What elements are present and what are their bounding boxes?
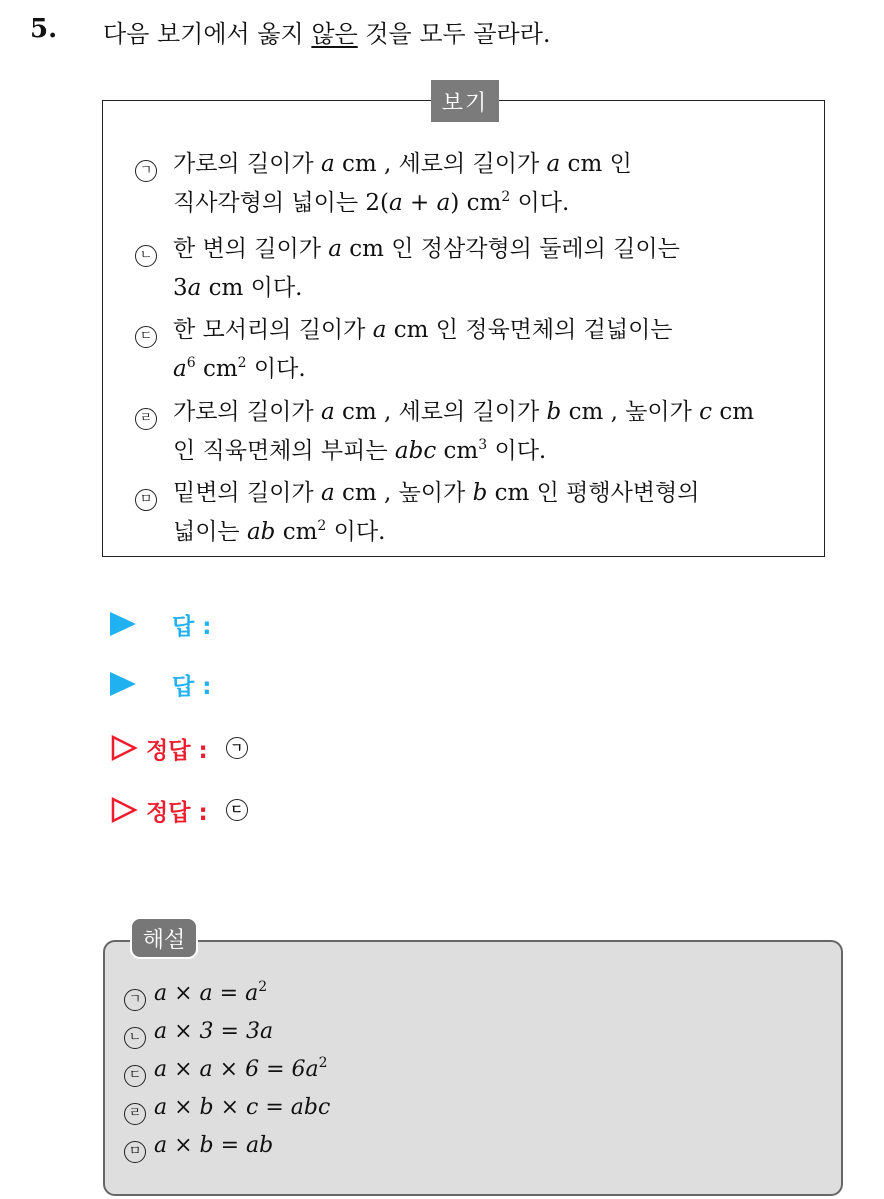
bogi-label: 보기 [431, 80, 499, 122]
circled-mark: ㄱ [124, 989, 146, 1011]
solution-label: 해설 [130, 917, 198, 959]
bogi-item-3 [135, 311, 673, 389]
text: cm 인 [560, 151, 632, 177]
exponent: 2 [318, 1055, 328, 1071]
text: cm 이다. [201, 275, 303, 301]
outline-arrow-icon [110, 734, 138, 762]
text: cm 인 평행사변형의 [487, 480, 700, 506]
var: a [372, 317, 387, 343]
text: 이다. [487, 438, 547, 464]
circled-mark: ㄷ [135, 326, 157, 348]
exponent: 2 [237, 355, 247, 371]
circled-mark: ㅁ [135, 489, 157, 511]
question-text-before: 다음 보기에서 옳지 [103, 20, 312, 48]
answer-blank-2 [110, 664, 211, 704]
solution-line-4 [124, 1089, 330, 1127]
var: ab [246, 519, 276, 545]
equation: a × 3 = 3a [154, 1019, 274, 1044]
text: ) cm [450, 190, 502, 216]
question-text-underlined: 않은 [311, 20, 358, 48]
var: abc [394, 438, 437, 464]
exponent: 6 [186, 355, 196, 371]
text: cm [436, 438, 479, 464]
var: a [320, 151, 335, 177]
exponent: 2 [317, 518, 327, 534]
text: 한 모서리의 길이가 [173, 317, 373, 343]
circled-mark: ㄹ [124, 1103, 146, 1125]
solution-line-2 [124, 1013, 273, 1051]
text: 가로의 길이가 [173, 399, 321, 425]
text: 3 [173, 275, 188, 301]
text: cm , 세로의 길이가 [334, 151, 547, 177]
text: cm , 세로의 길이가 [334, 399, 547, 425]
solution-line-5 [124, 1127, 273, 1165]
var: a [187, 275, 202, 301]
equation: a × a = a [154, 981, 259, 1006]
outline-arrow-icon [110, 796, 138, 824]
text: 이다. [246, 356, 306, 382]
answer-label: 답 : [172, 613, 212, 640]
text: cm [275, 519, 318, 545]
circled-mark: ㄴ [135, 245, 157, 267]
circled-mark: ㄱ [226, 737, 248, 759]
text: 인 직육면체의 부피는 [173, 438, 395, 464]
var: a [173, 356, 187, 382]
correct-answer-1 [110, 728, 248, 768]
text: cm , 높이가 [334, 480, 473, 506]
play-arrow-icon [110, 672, 136, 696]
equation: a × b = ab [154, 1133, 274, 1158]
circled-mark: ㄷ [226, 799, 248, 821]
circled-mark: ㄴ [124, 1027, 146, 1049]
circled-mark: ㄹ [135, 408, 157, 430]
text: cm 인 정삼각형의 둘레의 길이는 [341, 236, 680, 262]
answer-label: 답 : [172, 673, 212, 700]
text: 이다. [326, 519, 386, 545]
text: 직사각형의 넓이는 2( [173, 190, 389, 216]
var: a [436, 190, 451, 216]
bogi-item-2 [135, 230, 680, 308]
question-text-after: 것을 모두 골라라. [357, 20, 551, 48]
equation: a × a × 6 = 6a [154, 1057, 319, 1082]
exponent: 2 [258, 979, 268, 995]
var: a [546, 151, 561, 177]
text: 이다. [510, 190, 570, 216]
solution-line-1 [124, 975, 267, 1013]
var: c [699, 399, 713, 425]
var: a [320, 480, 335, 506]
text: 한 변의 길이가 [173, 236, 329, 262]
bogi-item-1 [135, 145, 632, 223]
var: a [320, 399, 335, 425]
text: cm 인 정육면체의 겉넓이는 [386, 317, 673, 343]
circled-mark: ㅁ [124, 1141, 146, 1163]
question-number: 5. [30, 14, 58, 44]
correct-answer-2 [110, 790, 248, 830]
text: cm [195, 356, 238, 382]
play-arrow-icon [110, 612, 136, 636]
circled-mark: ㄱ [135, 160, 157, 182]
text: cm [712, 399, 755, 425]
var: a [388, 190, 403, 216]
question-text [103, 14, 551, 49]
correct-label: 정답 : [146, 799, 208, 826]
exponent: 2 [501, 189, 511, 205]
var: a [328, 236, 342, 262]
var: b [472, 480, 488, 506]
text: 가로의 길이가 [173, 151, 321, 177]
text: 넓이는 [173, 519, 247, 545]
text: + [402, 190, 437, 216]
bogi-item-4 [135, 393, 754, 471]
answer-blank-1 [110, 604, 211, 644]
text: cm , 높이가 [561, 399, 700, 425]
correct-label: 정답 : [146, 737, 208, 764]
bogi-item-5 [135, 474, 699, 552]
text: 밑변의 길이가 [173, 480, 321, 506]
equation: a × b × c = abc [154, 1095, 331, 1120]
var: b [546, 399, 562, 425]
circled-mark: ㄷ [124, 1065, 146, 1087]
solution-line-3 [124, 1051, 328, 1089]
exponent: 3 [478, 437, 488, 453]
